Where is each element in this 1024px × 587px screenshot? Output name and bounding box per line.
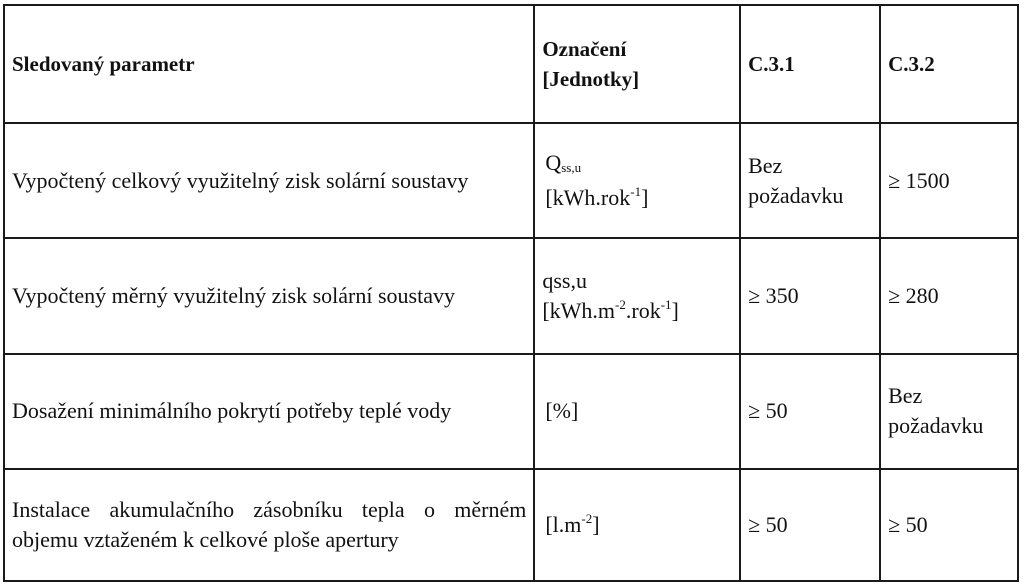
unit: [kWh.rok$^{-1}$] — [545, 184, 649, 211]
parameters-table — [3, 4, 1019, 582]
table-row — [4, 469, 1018, 581]
header-designation-label: Označení — [542, 37, 627, 62]
row-c31: ≥ 350 — [740, 238, 880, 353]
symbol: qss,u — [542, 267, 587, 293]
row-c31: ≥ 50 — [740, 469, 880, 581]
table-row — [4, 123, 1018, 238]
row-designation — [534, 238, 740, 353]
table-header-row — [4, 5, 1018, 123]
table-row — [4, 354, 1018, 469]
row-c32: Bez požadavku — [880, 354, 1018, 469]
row-parameter: Dosažení minimálního pokrytí potřeby teplé vody — [4, 354, 534, 469]
unit: $[kWh.m^{-2}.rok^{-1}]$ — [542, 296, 679, 323]
symbol: $Q_{ss,u}$ — [545, 150, 582, 176]
row-c32: ≥ 1500 — [880, 123, 1018, 238]
row-designation: $[l.m^{-2}]$ — [534, 469, 740, 581]
row-designation: [%] — [534, 354, 740, 469]
row-parameter: Vypočtený celkový využitelný zisk solární soustavy — [4, 123, 534, 238]
row-c32: ≥ 280 — [880, 238, 1018, 353]
row-parameter: Instalace akumulačního zásobníku tepla o měrném objemu vztaženém k celkové ploše apertury — [4, 469, 534, 581]
header-units-label: [Jednotky] — [542, 67, 640, 92]
header-c32: C.3.2 — [880, 5, 1018, 123]
table-row — [4, 238, 1018, 353]
row-c31: Bez požadavku — [740, 123, 880, 238]
row-c32: ≥ 50 — [880, 469, 1018, 581]
row-designation — [534, 123, 740, 238]
row-c31: ≥ 50 — [740, 354, 880, 469]
header-parameter: Sledovaný parametr — [4, 5, 534, 123]
row-parameter: Vypočtený měrný využitelný zisk solární soustavy — [4, 238, 534, 353]
header-designation — [534, 5, 740, 123]
header-c31: C.3.1 — [740, 5, 880, 123]
